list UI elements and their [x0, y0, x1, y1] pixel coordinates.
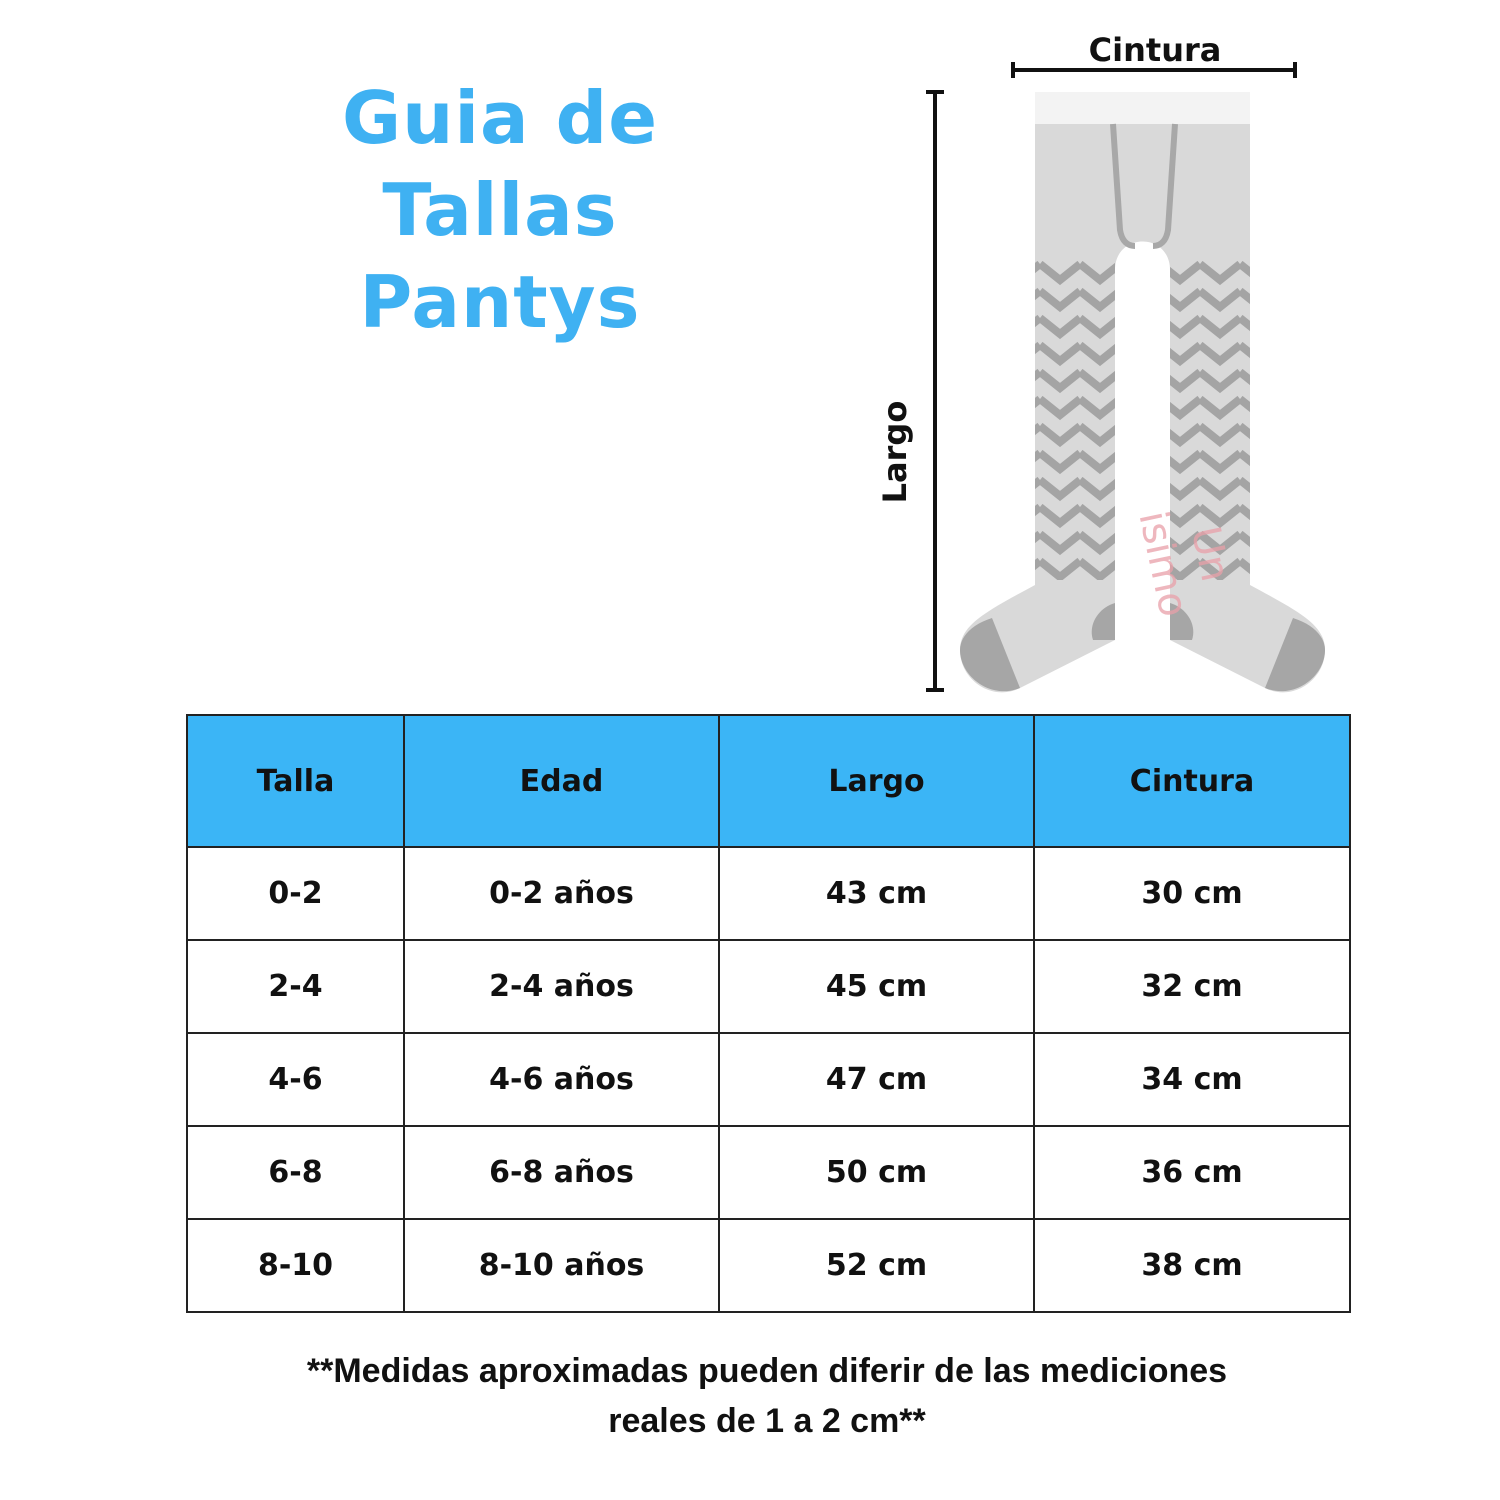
waistband [1035, 92, 1250, 124]
cell-largo: 43 cm [719, 847, 1034, 940]
cell-talla: 4-6 [187, 1033, 404, 1126]
measurement-note [150, 1346, 1384, 1446]
cell-cintura: 36 cm [1034, 1126, 1350, 1219]
tights-illustration [860, 20, 1360, 710]
cell-talla: 0-2 [187, 847, 404, 940]
cell-largo: 45 cm [719, 940, 1034, 1033]
header-cintura: Cintura [1034, 715, 1350, 847]
table-row [187, 847, 1350, 940]
title-line-1: Guia de Tallas [341, 76, 659, 252]
cell-edad: 0-2 años [404, 847, 719, 940]
cell-talla: 2-4 [187, 940, 404, 1033]
table-header-row [187, 715, 1350, 847]
cell-largo: 50 cm [719, 1126, 1034, 1219]
left-foot [960, 580, 1115, 692]
tights-drawing [860, 20, 1360, 710]
cell-edad: 4-6 años [404, 1033, 719, 1126]
cell-cintura: 38 cm [1034, 1219, 1350, 1312]
table-row [187, 1033, 1350, 1126]
waist-label: Cintura [1088, 31, 1222, 69]
cell-largo: 47 cm [719, 1033, 1034, 1126]
length-measure-bar [926, 92, 944, 690]
header-edad: Edad [404, 715, 719, 847]
cell-edad: 8-10 años [404, 1219, 719, 1312]
cell-cintura: 32 cm [1034, 940, 1350, 1033]
brand-watermark: Un isimo [1129, 507, 1239, 621]
cell-edad: 2-4 años [404, 940, 719, 1033]
cell-talla: 8-10 [187, 1219, 404, 1312]
table-row [187, 940, 1350, 1033]
cell-edad: 6-8 años [404, 1126, 719, 1219]
cell-cintura: 34 cm [1034, 1033, 1350, 1126]
length-label: Largo [876, 400, 914, 504]
header-talla: Talla [187, 715, 404, 847]
table-row [187, 1219, 1350, 1312]
cell-cintura: 30 cm [1034, 847, 1350, 940]
table-row [187, 1126, 1350, 1219]
note-line-1: **Medidas aproximadas pueden diferir de las mediciones [306, 1352, 1228, 1390]
size-table [186, 714, 1351, 1313]
cell-largo: 52 cm [719, 1219, 1034, 1312]
header-largo: Largo [719, 715, 1034, 847]
cell-talla: 6-8 [187, 1126, 404, 1219]
page-title [230, 72, 770, 348]
note-line-2: reales de 1 a 2 cm** [608, 1402, 926, 1440]
title-line-2: Pantys [359, 260, 641, 344]
